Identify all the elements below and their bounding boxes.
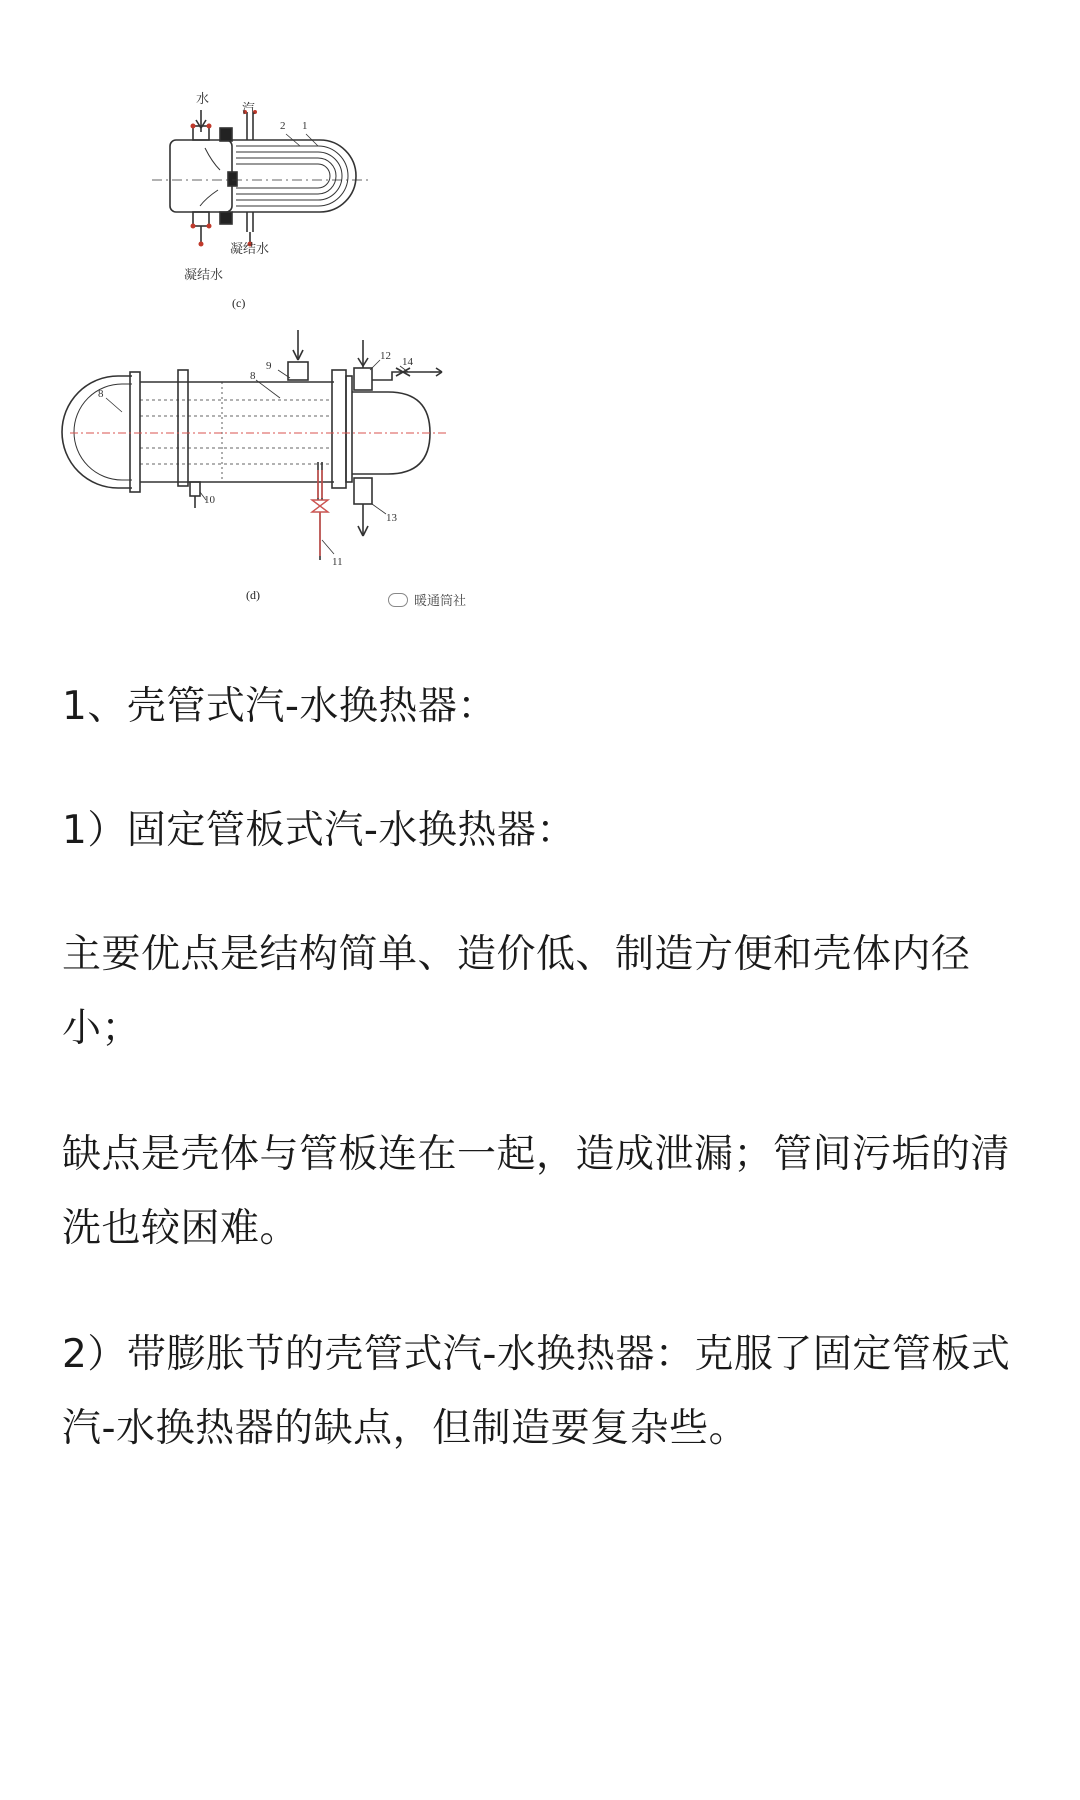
- schematic-drawings: [0, 0, 1080, 640]
- label-num-1: 1: [302, 120, 308, 132]
- diagram-c: [152, 110, 372, 244]
- label-num-11: 11: [332, 556, 343, 568]
- heat-exchanger-figure: [0, 0, 1080, 640]
- label-condensate-right: 凝结水: [230, 242, 270, 257]
- watermark-text: 暖通筒社: [414, 594, 467, 609]
- label-water: 水: [196, 92, 210, 107]
- paragraph-expansion-joint: 2）带膨胀节的壳管式汽-水换热器：克服了固定管板式汽-水换热器的缺点，但制造要复杂些。: [62, 1332, 1011, 1451]
- label-condensate-left: 凝结水: [184, 268, 224, 283]
- label-num-10: 10: [204, 494, 215, 506]
- label-num-2: 2: [280, 120, 286, 132]
- wechat-icon: [388, 593, 408, 607]
- label-num-14: 14: [402, 356, 413, 368]
- diagram-d: [62, 330, 442, 560]
- red-center-lines: [70, 433, 446, 556]
- label-num-8b: 8: [250, 370, 256, 382]
- figure-caption-d: (d): [246, 588, 260, 602]
- label-steam: 汽: [242, 102, 256, 117]
- watermark: [388, 590, 466, 609]
- subsection-heading-fixed-tube-sheet: 1）固定管板式汽-水换热器：: [62, 808, 576, 853]
- label-num-9: 9: [266, 360, 272, 372]
- section-heading: 1、壳管式汽-水换热器：: [62, 684, 497, 729]
- paragraph-advantages: 主要优点是结构简单、造价低、制造方便和壳体内径小；: [62, 932, 971, 1051]
- paragraph-disadvantages: 缺点是壳体与管板连在一起，造成泄漏；管间污垢的清洗也较困难。: [62, 1132, 1011, 1251]
- label-num-13: 13: [386, 512, 397, 524]
- label-num-12: 12: [380, 350, 391, 362]
- figure-caption-c: (c): [232, 296, 246, 310]
- label-num-8a: 8: [98, 388, 104, 400]
